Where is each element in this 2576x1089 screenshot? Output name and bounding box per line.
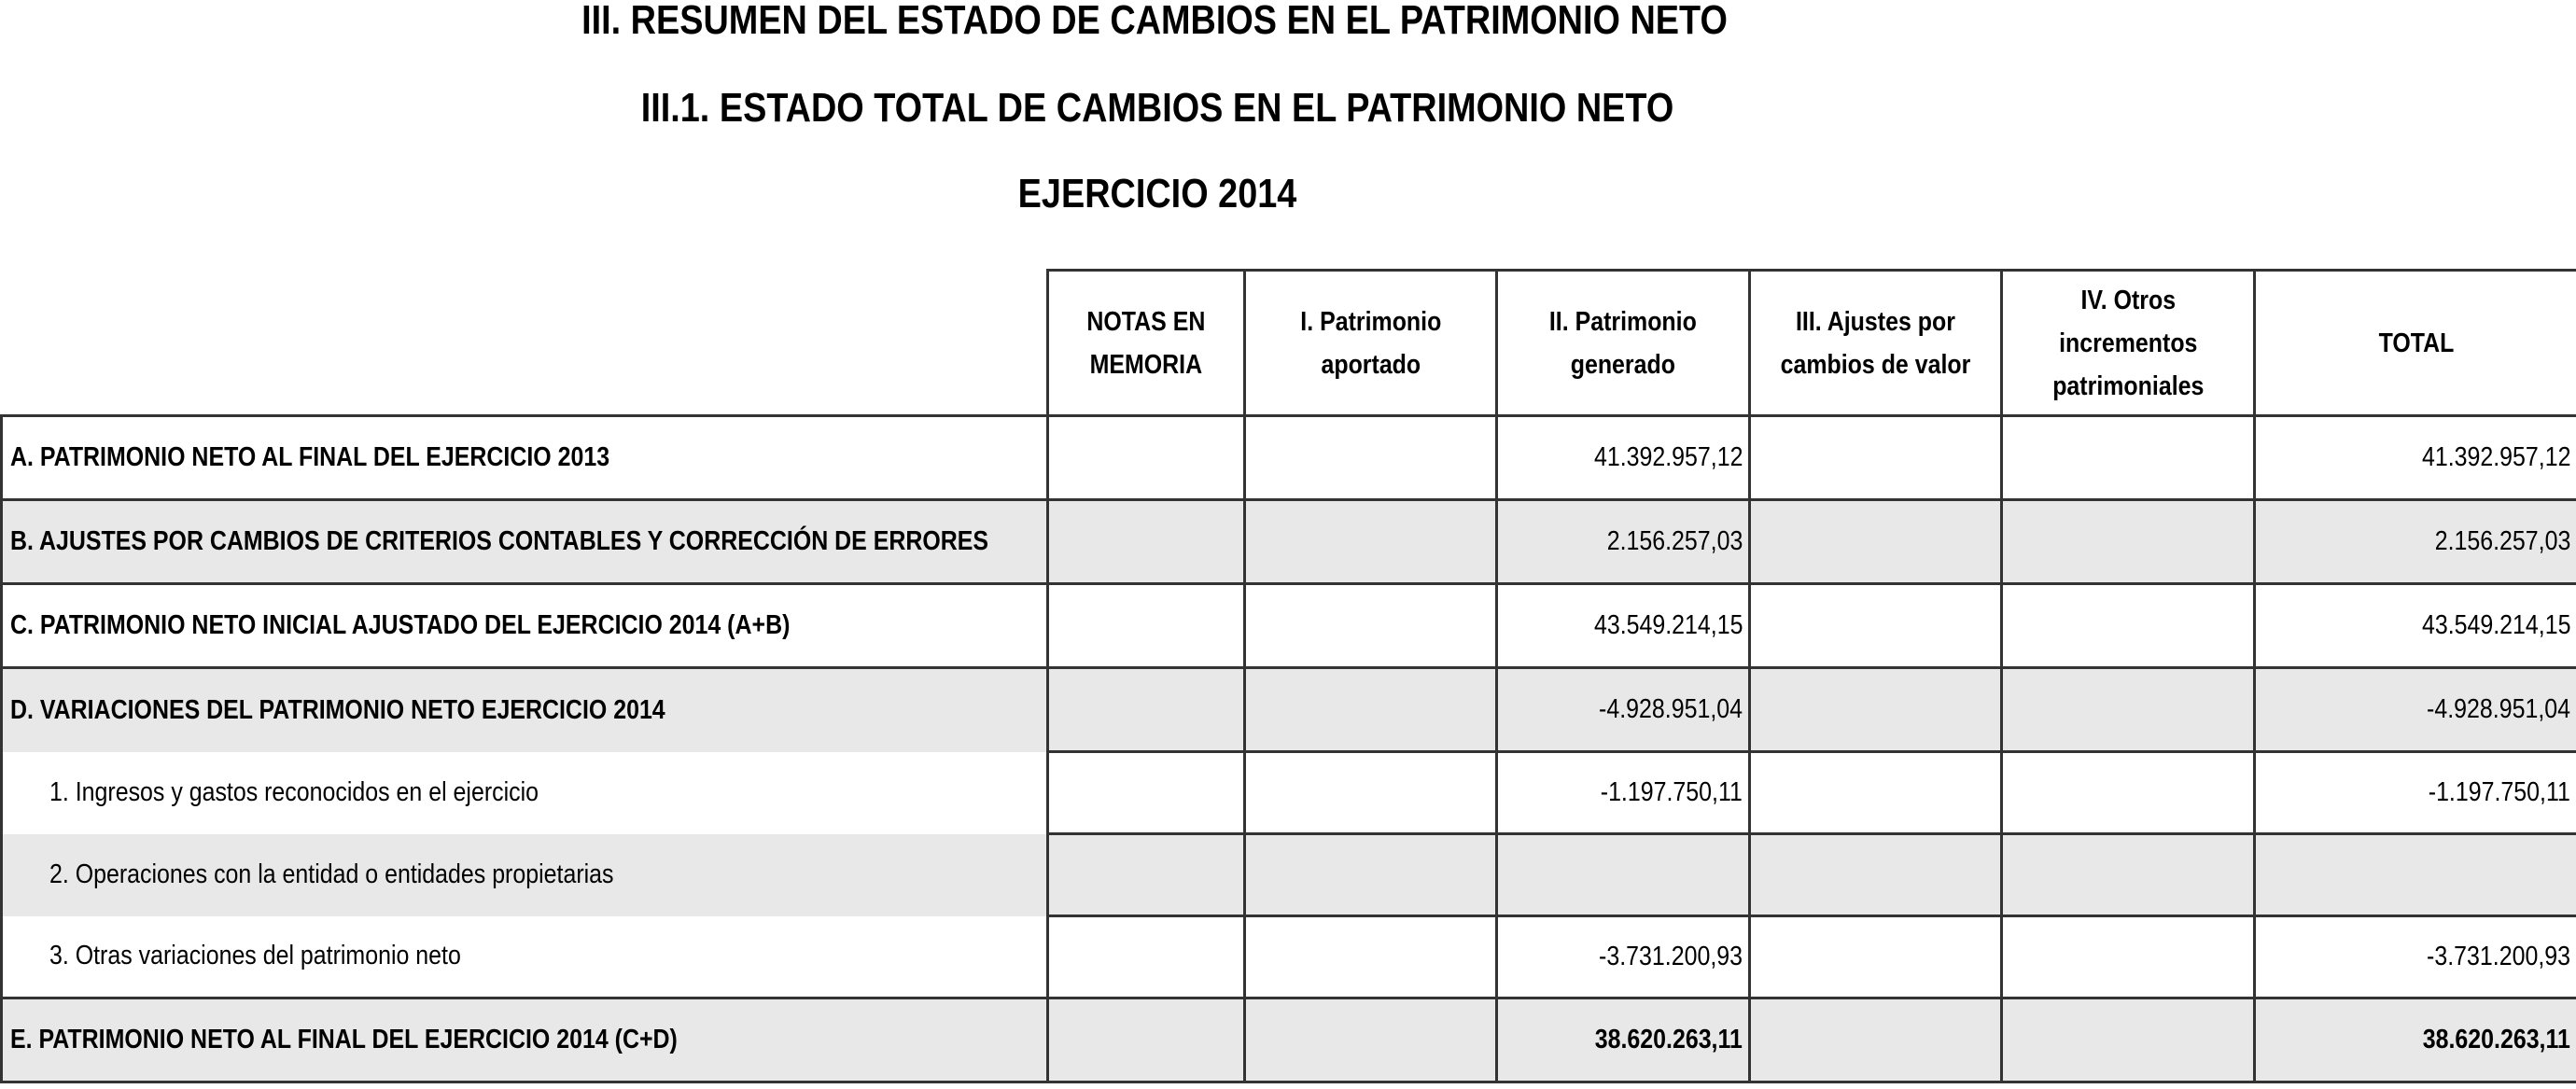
cell-notas	[1048, 752, 1245, 834]
cell-aportado	[1245, 916, 1497, 998]
cell-total: 2.156.257,03	[2255, 500, 2576, 584]
cell-ajustes	[1750, 752, 2002, 834]
table-row	[2, 584, 2576, 668]
cell-notas	[1048, 668, 1245, 752]
cell-total: -3.731.200,93	[2255, 916, 2576, 998]
row-label: 2. Operaciones con la entidad o entidades propietarias	[2, 834, 1048, 916]
cell-otros	[2002, 998, 2255, 1082]
cell-ajustes	[1750, 584, 2002, 668]
column-header-patrimonio-generado: II. Patrimonio generado	[1497, 271, 1750, 416]
table-row	[2, 998, 2576, 1082]
cell-otros	[2002, 668, 2255, 752]
row-label: 1. Ingresos y gastos reconocidos en el ejercicio	[2, 752, 1048, 834]
header-blank-cell	[2, 271, 1048, 416]
cell-generado: -3.731.200,93	[1497, 916, 1750, 998]
cell-notas	[1048, 916, 1245, 998]
column-header-total: TOTAL	[2255, 271, 2576, 416]
column-header-otros-incrementos: IV. Otros incrementos patrimoniales	[2002, 271, 2255, 416]
cell-notas	[1048, 500, 1245, 584]
table-row	[2, 834, 2576, 916]
cell-total: 41.392.957,12	[2255, 416, 2576, 500]
cell-otros	[2002, 916, 2255, 998]
cell-total: 38.620.263,11	[2255, 998, 2576, 1082]
cell-generado: -4.928.951,04	[1497, 668, 1750, 752]
cell-notas	[1048, 834, 1245, 916]
cell-otros	[2002, 834, 2255, 916]
cell-total: -4.928.951,04	[2255, 668, 2576, 752]
table-row	[2, 668, 2576, 752]
cell-total: -1.197.750,11	[2255, 752, 2576, 834]
column-header-ajustes-valor: III. Ajustes por cambios de valor	[1750, 271, 2002, 416]
column-header-patrimonio-aportado: I. Patrimonio aportado	[1245, 271, 1497, 416]
cell-aportado	[1245, 416, 1497, 500]
cell-otros	[2002, 500, 2255, 584]
cell-aportado	[1245, 998, 1497, 1082]
cell-notas	[1048, 416, 1245, 500]
cell-aportado	[1245, 752, 1497, 834]
cell-otros	[2002, 584, 2255, 668]
row-label: A. PATRIMONIO NETO AL FINAL DEL EJERCICIO 2013	[2, 416, 1048, 500]
row-label: C. PATRIMONIO NETO INICIAL AJUSTADO DEL EJERCICIO 2014 (A+B)	[2, 584, 1048, 668]
cell-aportado	[1245, 668, 1497, 752]
report-title: III. RESUMEN DEL ESTADO DE CAMBIOS EN EL PATRIMONIO NETO	[581, 0, 1728, 43]
cell-otros	[2002, 416, 2255, 500]
cell-generado: 2.156.257,03	[1497, 500, 1750, 584]
column-header-notas: NOTAS EN MEMORIA	[1048, 271, 1245, 416]
cell-generado	[1497, 834, 1750, 916]
table-row	[2, 500, 2576, 584]
cell-aportado	[1245, 584, 1497, 668]
cell-aportado	[1245, 834, 1497, 916]
cell-notas	[1048, 584, 1245, 668]
cell-generado: 41.392.957,12	[1497, 416, 1750, 500]
cell-ajustes	[1750, 668, 2002, 752]
cell-generado: 38.620.263,11	[1497, 998, 1750, 1082]
table-header-row	[2, 271, 2576, 416]
report-subtitle: III.1. ESTADO TOTAL DE CAMBIOS EN EL PATRIMONIO NETO	[640, 85, 1674, 131]
table-row	[2, 416, 2576, 500]
cell-otros	[2002, 752, 2255, 834]
row-label: D. VARIACIONES DEL PATRIMONIO NETO EJERCICIO 2014	[2, 668, 1048, 752]
cell-ajustes	[1750, 500, 2002, 584]
table-row	[2, 916, 2576, 998]
row-label: 3. Otras variaciones del patrimonio neto	[2, 916, 1048, 998]
cell-aportado	[1245, 500, 1497, 584]
cell-ajustes	[1750, 834, 2002, 916]
cell-generado: 43.549.214,15	[1497, 584, 1750, 668]
table-row	[2, 752, 2576, 834]
cell-total: 43.549.214,15	[2255, 584, 2576, 668]
cell-generado: -1.197.750,11	[1497, 752, 1750, 834]
cell-total	[2255, 834, 2576, 916]
row-label: B. AJUSTES POR CAMBIOS DE CRITERIOS CONTABLES Y CORRECCIÓN DE ERRORES	[2, 500, 1048, 584]
cell-notas	[1048, 998, 1245, 1082]
report-period: EJERCICIO 2014	[1017, 171, 1297, 216]
cell-ajustes	[1750, 998, 2002, 1082]
cell-ajustes	[1750, 916, 2002, 998]
cell-ajustes	[1750, 416, 2002, 500]
row-label: E. PATRIMONIO NETO AL FINAL DEL EJERCICIO 2014 (C+D)	[2, 998, 1048, 1082]
equity-changes-table	[0, 269, 2576, 1083]
